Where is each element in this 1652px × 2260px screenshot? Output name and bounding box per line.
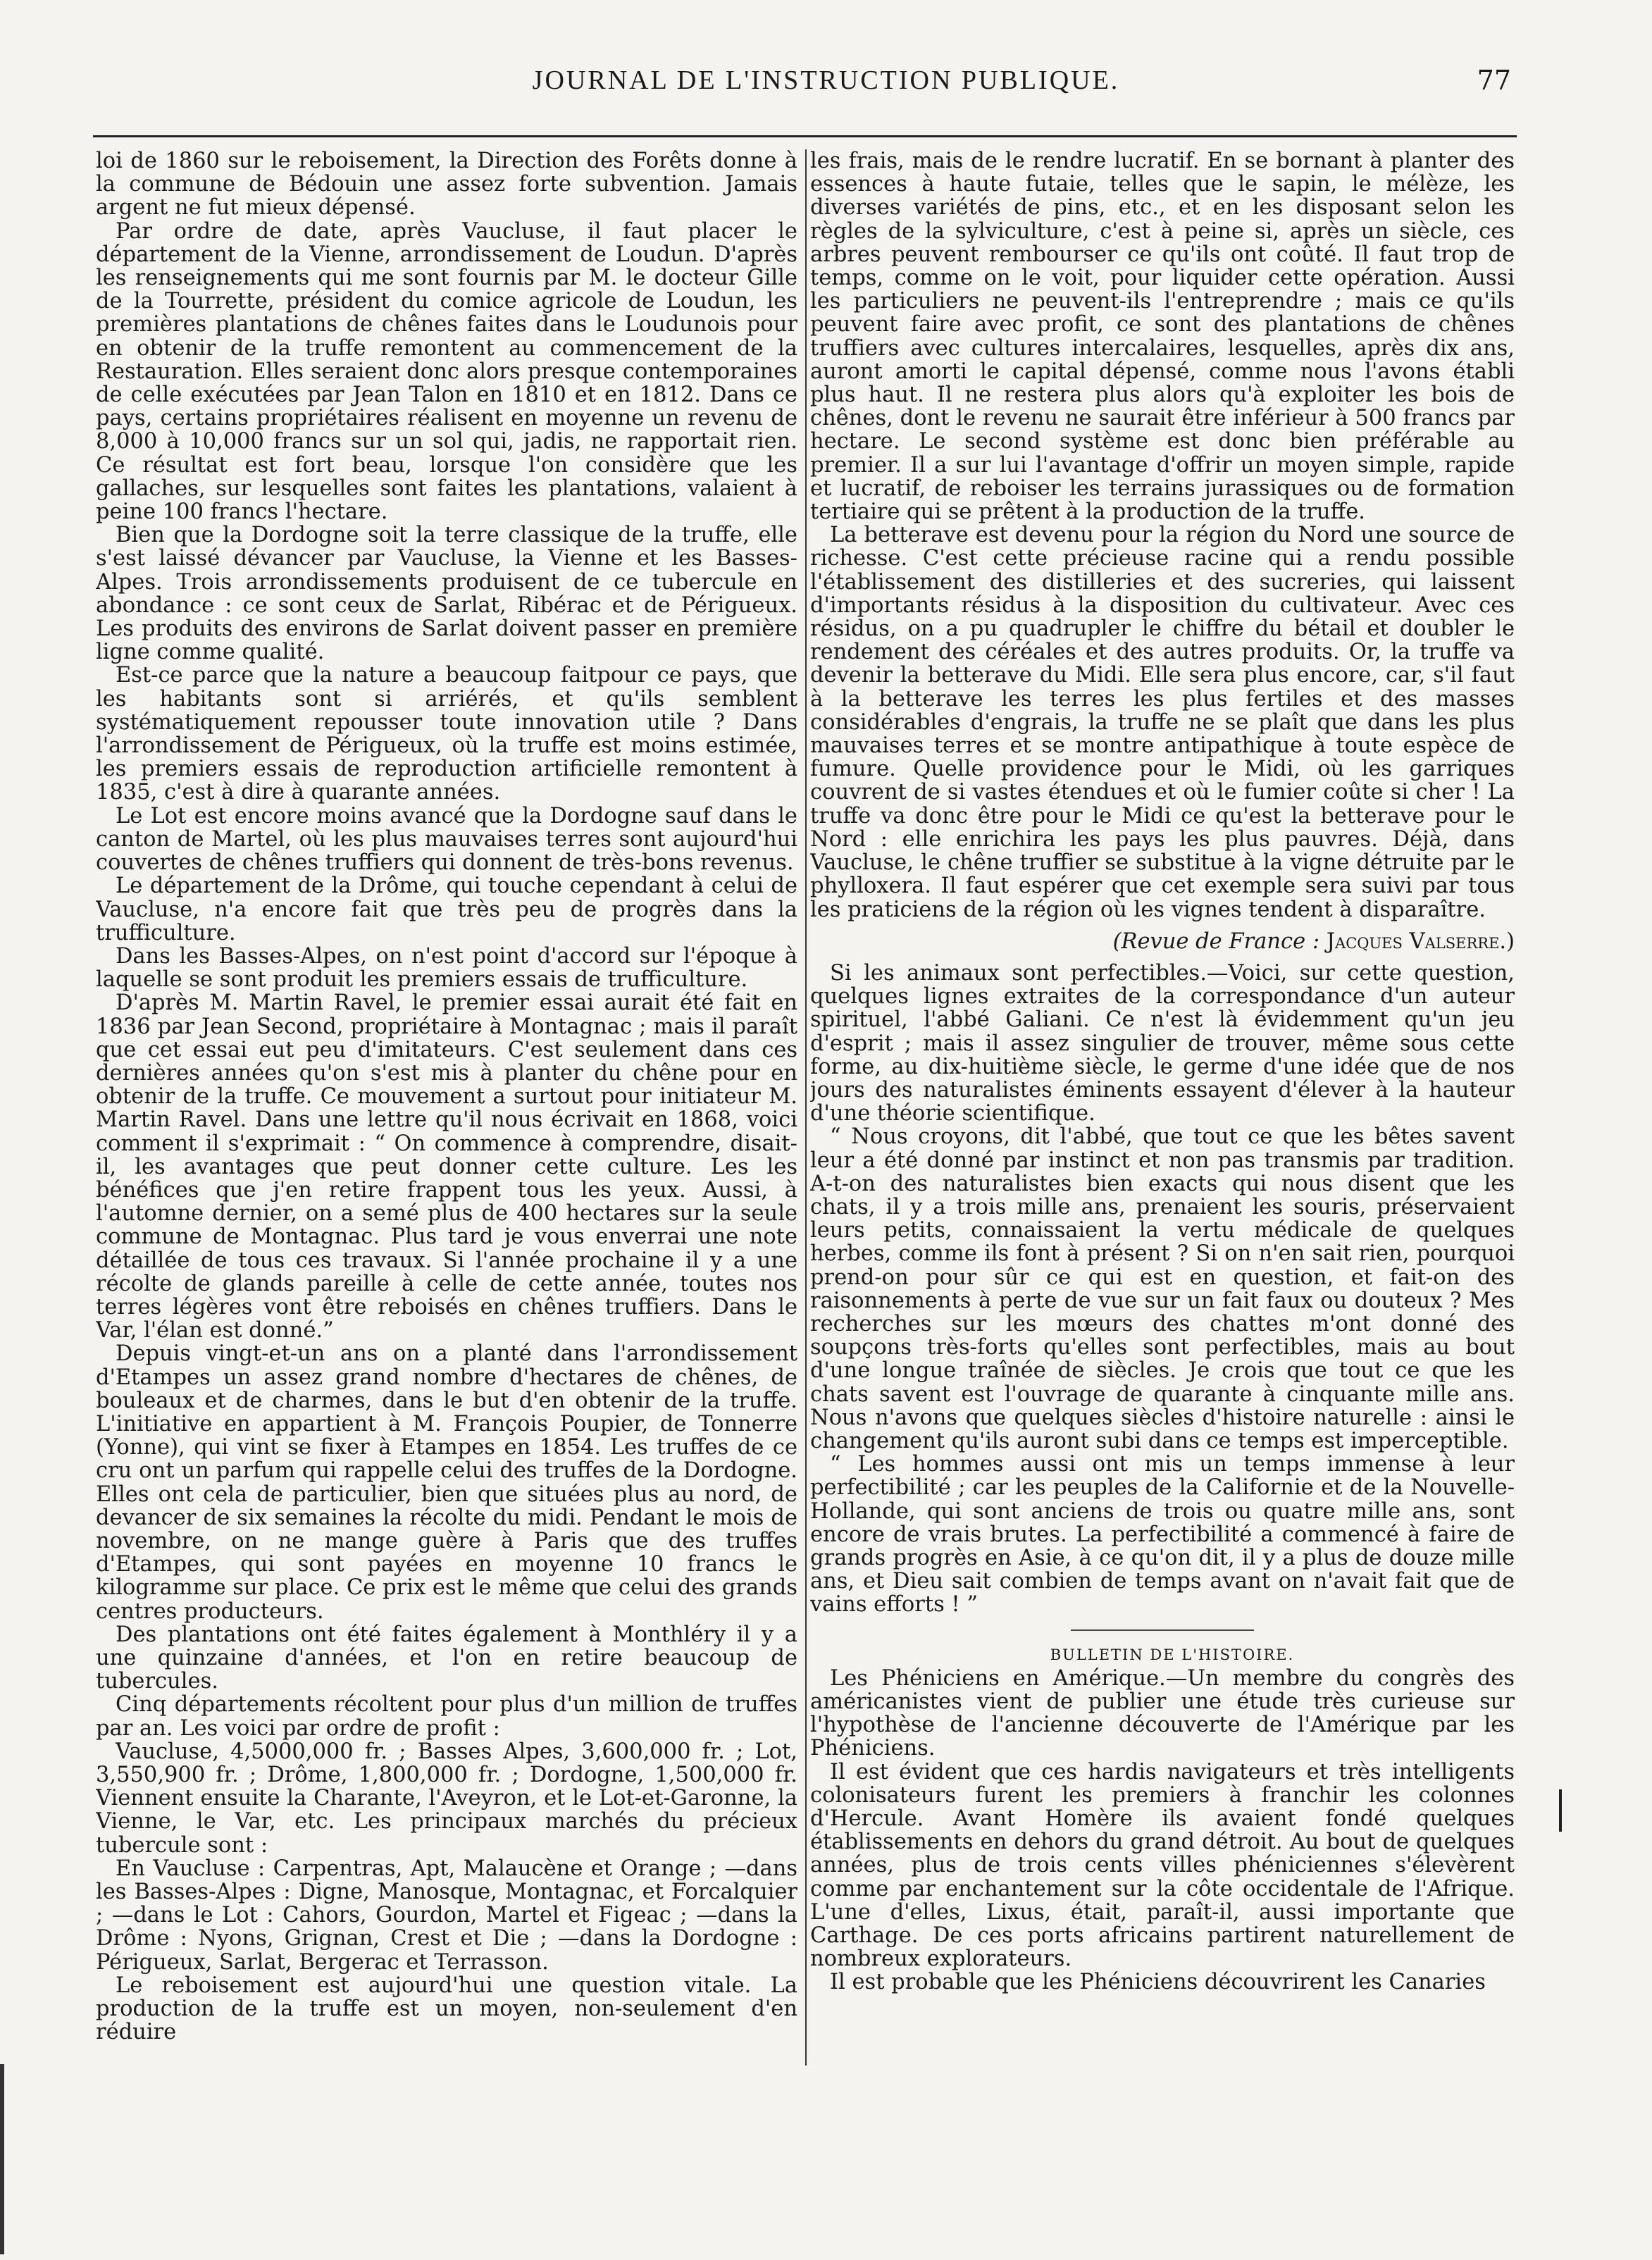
paragraph: Le reboisement est aujourd'hui une question vitale. La production de la truffe est un moyen, non-seulement d'en réduire xyxy=(96,1973,797,2045)
paragraph: Le Lot est encore moins avancé que la Dordogne sauf dans le canton de Martel, où les plus mauvaises terres sont aujourd'hui couvertes de chênes truffiers qui donnent de très-bons revenus. xyxy=(96,803,797,876)
paragraph: Depuis vingt-et-un ans on a planté dans l'arrondissement d'Etampes un assez grand nombre d'hectares de chênes, de bouleaux et de charmes, dans le but d'en obtenir de la truffe. L'initiative en appartient à M. François Poupier, de Tonnerre (Yonne), qui vint se fixer à Etampes en 1854. Les truffes de ce cru ont un parfum qui rappelle celui des truffes de la Dordogne. Elles ont cela de particulier, bien que situées plus au nord, de devancer de six semaines la récolte du midi. Pendant le mois de novembre, on ne mange guère à Paris que des truffes d'Etampes, qui sont payées en moyenne 10 francs le kilogramme sur place. Ce prix est le même que celui des grands centres producteurs. xyxy=(96,1341,797,1624)
paragraph: Vaucluse, 4,5000,000 fr. ; Basses Alpes, 3,600,000 fr. ; Lot, 3,550,900 fr. ; Drôme, 1,800,000 fr. ; Dordogne, 1,500,000 fr. Viennent ensuite la Charante, l'Aveyron, et le Lot-et-Garonne, la Vienne, le Var, etc. Les principaux marchés du précieux tubercule sont : xyxy=(96,1739,797,1858)
attribution xyxy=(810,930,1515,953)
paragraph: Si les animaux sont perfectibles.—Voici, sur cette question, quelques lignes extraites de la correspondance d'un auteur spirituel, l'abbé Galiani. Ce n'est là évidemment qu'un jeu d'esprit ; mais il assez singulier de trouver, même sous cette forme, au dix-huitième siècle, le germe d'une idée que de nos jours des naturalistes éminents essayent d'élever à la hauteur d'une théorie scientifique. xyxy=(810,960,1515,1126)
paragraph: les frais, mais de le rendre lucratif. En se bornant à planter des essences à haute futaie, telles que le sapin, le mélèze, les diverses variétés de pins, etc., et en les disposant selon les règles de la sylviculture, c'est à peine si, après un siècle, ces arbres peuvent rembourser ce qu'ils ont coûté. Il faut trop de temps, comme on le voit, pour liquider cette opération. Aussi les particuliers ne peuvent-ils l'entreprendre ; mais ce qu'ils peuvent faire avec profit, ce sont des plantations de chênes truffiers avec cultures intercalaires, lesquelles, après dix ans, auront amorti le capital dépensé, comme nous l'avons établi plus haut. Il ne restera plus alors qu'à exploiter les bois de chênes, dont le revenu ne saurait être inférieur à 500 francs par hectare. Le second système est donc bien préférable au premier. Il a sur lui l'avantage d'offrir un moyen simple, rapide et lucratif, de reboiser les terrains jurassiques ou de formation tertiaire qui se prêtent à la production de la truffe. xyxy=(810,149,1515,525)
paragraph: Des plantations ont été faites également à Monthléry il y a une quinzaine d'années, et l'on en retire beaucoup de tubercules. xyxy=(96,1622,797,1694)
paragraph: Les Phéniciens en Amérique.—Un membre du congrès des américanistes vient de publier une étude très curieuse sur l'hypothèse de l'ancienne découverte de l'Amérique par les Phéniciens. xyxy=(810,1665,1515,1761)
paragraph: Il est probable que les Phéniciens découvrirent les Canaries xyxy=(830,1970,1486,1995)
paragraph: Il est évident que ces hardis navigateurs et très intelligents colonisateurs furent les premiers à franchir les colonnes d'Hercule. Avant Homère ils avaient fondé quelques établissements en dehors du grand détroit. Au bout de quelques années, plus de trois cents villes phéniciennes s'élevèrent comme par enchantement sur la côte occidentale de l'Afrique. L'une d'elles, Lixus, était, paraît-il, aussi importante que Carthage. De ces ports africains partirent naturellement de nombreux explorateurs. xyxy=(810,1759,1515,1972)
binding-edge-mark xyxy=(0,2064,4,2254)
attribution-author: Jacques Valserre.) xyxy=(1326,929,1515,954)
paragraph: “ Les hommes aussi ont mis un temps immense à leur perfectibilité ; car les peuples de la Californie et de la Nouvelle-Hollande, qui sont anciens de trois ou quatre mille ans, sont encore de vrais brutes. La perfectibilité a commencé à faire de grands progrès en Asie, à ce qu'on dit, il y a plus de douze mille ans, et Dieu sait combien de temps avant on n'avait fait que de vains efforts ! ” xyxy=(810,1452,1515,1618)
attribution-source: (Revue de France : xyxy=(1112,929,1320,954)
section-rule xyxy=(1071,1629,1254,1631)
paragraph: La betterave est devenu pour la région du Nord une source de richesse. C'est cette précieuse racine qui a rendu possible l'établissement des distilleries et des sucreries, qui laissent d'importants résidus à la disposition du cultivateur. Avec ces résidus, on a pu quadrupler le chiffre du bétail et doubler le rendement des céréales et des autres produits. Or, la truffe va devenir la betterave du Midi. Elle sera plus encore, car, s'il faut à la betterave les terres les plus fertiles et des masses considérables d'engrais, la truffe ne se plaît que dans les plus mauvaises terres et se montre antipathique à toute espèce de fumure. Quelle providence pour le Midi, où les garriques couvrent de si vastes étendues et où le fumier coûte si cher ! La truffe va donc être pour le Midi ce qu'est la betterave pour le Nord : elle enrichira les pays les plus pauvres. Déjà, dans Vaucluse, le chêne truffier se substitue à la vigne détruite par le phylloxera. Il faut espérer que cet exemple sera suivi par tous les praticiens de la région où les vignes tendent à disparaître. xyxy=(810,523,1515,922)
journal-title: JOURNAL DE L'INSTRUCTION PUBLIQUE. xyxy=(532,66,1120,95)
paragraph: Bien que la Dordogne soit la terre classique de la truffe, elle s'est laissé dévancer par Vaucluse, la Vienne et les Basses-Alpes. Trois arrondissements produisent de ce tubercule en abondance : ce sont ceux de Sarlat, Ribérac et de Périgueux. Les produits des environs de Sarlat doivent passer en première ligne comme qualité. xyxy=(96,523,797,665)
paragraph: Est-ce parce que la nature a beaucoup faitpour ce pays, que les habitants sont si arriérés, et qu'ils semblent systématiquement repousser toute innovation utile ? Dans l'arrondissement de Périgueux, où la truffe est moins estimée, les premiers essais de reproduction artificielle remontent à 1835, c'est à dire à quarante années. xyxy=(96,663,797,805)
paragraph: D'après M. Martin Ravel, le premier essai aurait été fait en 1836 par Jean Second, propriétaire à Montagnac ; mais il paraît que cet essai eut peu d'imitateurs. C'est seulement dans ces dernières années qu'on s'est mis à planter du chêne pour en obtenir de la truffe. Ce mouvement a surtout pour initiateur M. Martin Ravel. Dans une lettre qu'il nous écrivait en 1868, voici comment il s'exprimait : “ On commence à comprendre, disait-il, les avantages que peut donner cette culture. Les les bénéfices que j'en retire frappent tous les yeux. Aussi, à l'automne dernier, on a semé plus de 400 hectares sur la seule commune de Montagnac. Plus tard je vous enverrai une note détaillée de tous ces travaux. Si l'année prochaine il y a une récolte de glands pareille à celle de cette année, toutes nos terres légères vont être reboisés en chênes truffiers. Dans le Var, l'élan est donné.” xyxy=(96,991,797,1343)
section-title: BULLETIN DE L'HISTOIRE. xyxy=(1050,1646,1295,1663)
page-number: 77 xyxy=(1477,65,1511,96)
running-head xyxy=(0,65,1652,107)
right-column xyxy=(810,149,1515,2192)
header-rule xyxy=(93,135,1517,137)
paragraph: loi de 1860 sur le reboisement, la Direction des Forêts donne à la commune de Bédouin une assez forte subvention. Jamais argent ne fut mieux dépensé. xyxy=(96,149,797,221)
paragraph: “ Nous croyons, dit l'abbé, que tout ce que les bêtes savent leur a été donné par instinct et non pas transmis par tradition. A-t-on des naturalistes bien exacts qui nous disent que les chats, il y a trois mille ans, prenaient les souris, préservaient leurs petits, connaissaient la vertu médicale de quelques herbes, comme ils font à présent ? Si on n'en sait rien, pourquoi prend-on pour sûr ce qui est en question, et fait-on des raisonnements à perte de vue sur un fait faux ou douteux ? Mes recherches sur les mœurs des chattes m'ont donné des soupçons très-forts qu'elles sont perfectibles, mais au bout d'une longue traînée de siècles. Je crois que tout ce que les chats savent est l'ouvrage de quarante à cinquante mille ans. Nous n'avons que quelques siècles d'histoire naturelle : ainsi le changement qu'ils auront subi dans ce temps est imperceptible. xyxy=(810,1124,1515,1453)
column-divider xyxy=(805,149,807,2066)
left-column xyxy=(96,149,797,2192)
paragraph: Dans les Basses-Alpes, on n'est point d'accord sur l'époque à laquelle se sont produit les premiers essais de trufficulture. xyxy=(96,943,797,993)
paragraph: Le département de la Drôme, qui touche cependant à celui de Vaucluse, n'a encore fait que très peu de progrès dans la trufficulture. xyxy=(96,874,797,945)
paragraph: Par ordre de date, après Vaucluse, il faut placer le département de la Vienne, arrondissement de Loudun. D'après les renseignements qui me sont fournis par M. le docteur Gille de la Tourrette, président du comice agricole de Loudun, les premières plantations de chênes faites dans le Loudunois pour en obtenir de la truffe remontent au commencement de la Restauration. Elles seraient donc alors presque contemporaines de celle exécutées par Jean Talon en 1810 et en 1812. Dans ce pays, certains propriétaires réalisent en moyenne un revenu de 8,000 à 10,000 francs sur un sol qui, jadis, ne rapportait rien. Ce résultat est fort beau, lorsque l'on considère que les gallaches, sur lesquelles sont faites les plantations, valaient à peine 100 francs l'hectare. xyxy=(96,218,797,525)
margin-bracket xyxy=(1559,1789,1562,1832)
paragraph: En Vaucluse : Carpentras, Apt, Malaucène et Orange ; —dans les Basses-Alpes : Digne, Manosque, Montagnac, et Forcalquier ; —dans le Lot : Cahors, Gourdon, Martel et Figeac ; —dans la Drôme : Nyons, Grignan, Crest et Die ; —dans la Dordogne : Périgueux, Sarlat, Bergerac et Terrasson. xyxy=(96,1856,797,1975)
paragraph: Cinq départements récoltent pour plus d'un million de truffes par an. Les voici par ordre de profit : xyxy=(96,1692,797,1741)
